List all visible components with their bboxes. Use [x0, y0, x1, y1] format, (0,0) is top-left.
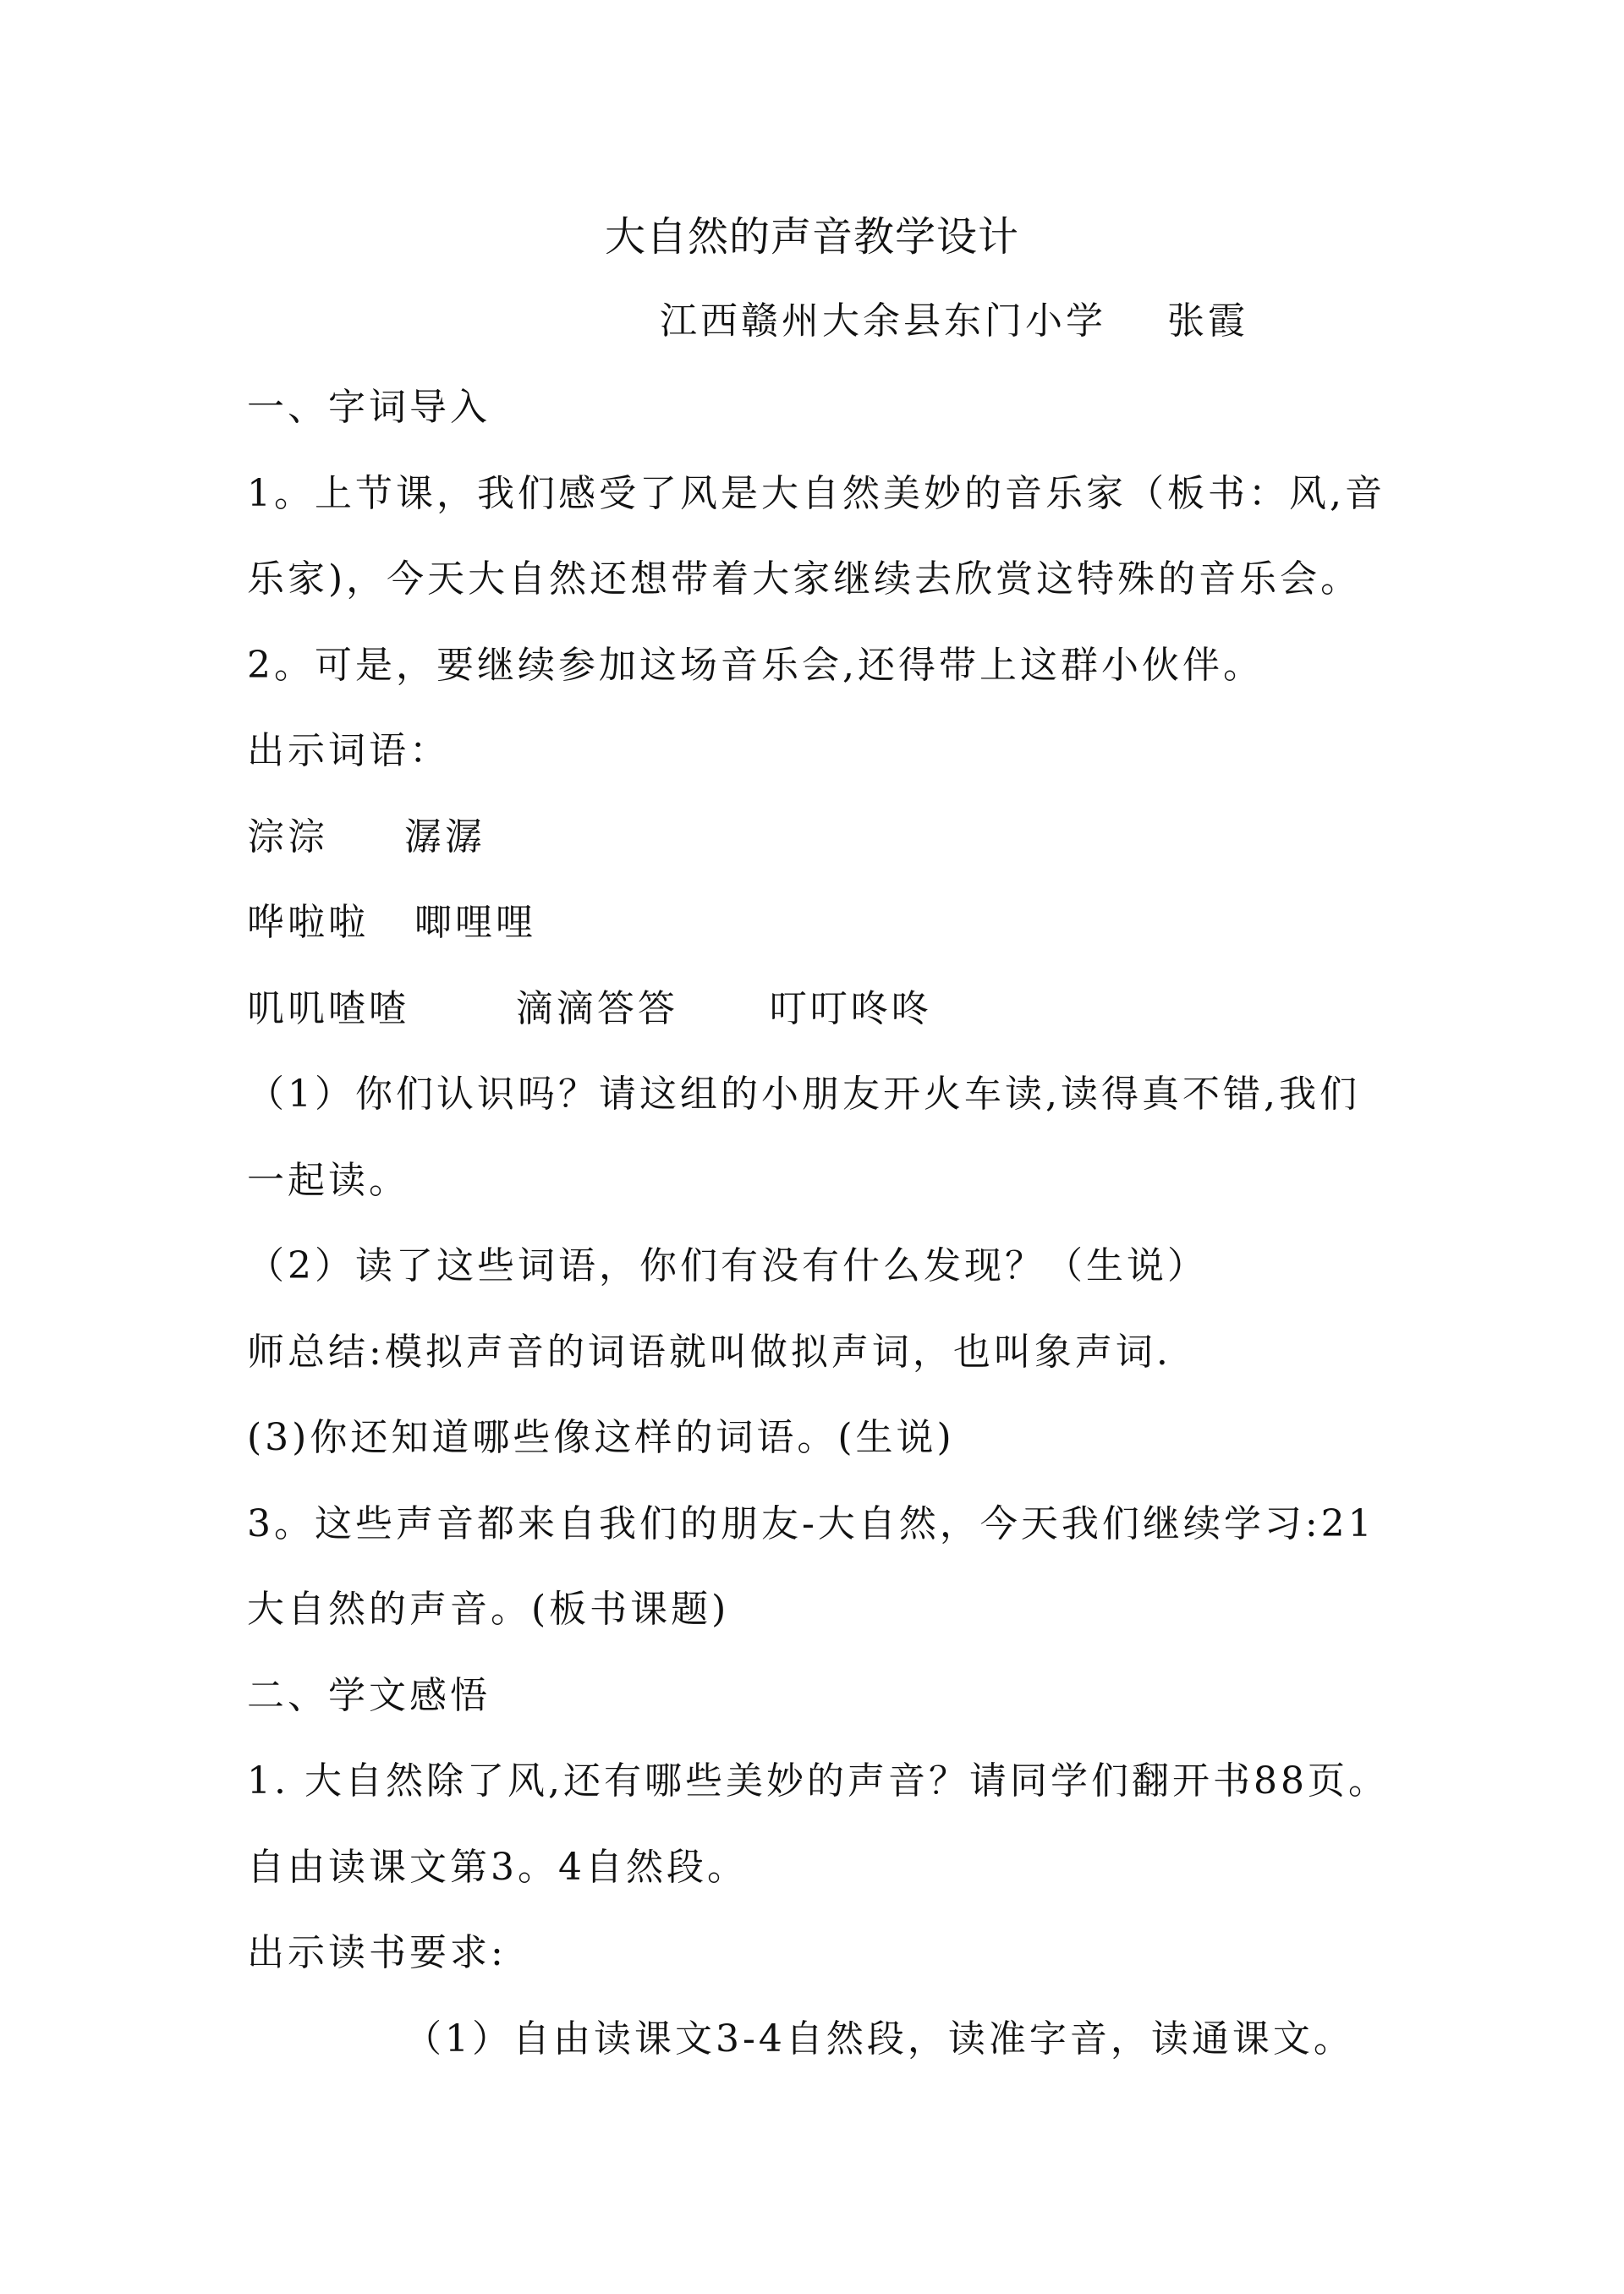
- word-list-row: 哗啦啦 唧哩哩: [247, 901, 536, 944]
- word-list-row: 淙淙 潺潺: [247, 815, 486, 859]
- author-byline: 江西赣州大余县东门小学 张霞: [660, 299, 1248, 343]
- text-line: （2）读了这些词语，你们有没有什么发现？（生说）: [247, 1244, 1208, 1287]
- text-line: 出示读书要求:: [247, 1931, 507, 1974]
- text-line: 自由读课文第3。4自然段。: [247, 1846, 748, 1889]
- text-line: （1）你们认识吗？请这组的小朋友开火车读,读得真不错,我们: [247, 1073, 1360, 1116]
- text-line: 一起读。: [247, 1159, 409, 1202]
- text-line: 大自然的声音。(板书课题): [247, 1588, 730, 1631]
- text-line: 2。可是，要继续参加这场音乐会,还得带上这群小伙伴。: [247, 644, 1264, 687]
- text-line: (3)你还知道哪些像这样的词语。(生说): [247, 1416, 955, 1459]
- section-heading-1: 一、字词导入: [247, 386, 491, 429]
- text-line: 1. 大自然除了风,还有哪些美妙的声音？请同学们翻开书88页。: [247, 1759, 1389, 1803]
- document-title: 大自然的声音教学设计: [604, 213, 1019, 261]
- text-line: 1。上节课，我们感受了风是大自然美妙的音乐家（板书：风,音: [247, 472, 1385, 515]
- indented-text-line: （1）自由读课文3-4自然段，读准字音，读通课文。: [404, 2017, 1354, 2061]
- text-line: 出示词语：: [247, 729, 450, 772]
- section-heading-2: 二、学文感悟: [247, 1674, 491, 1717]
- text-line: 3。这些声音都来自我们的朋友-大自然，今天我们继续学习:21: [247, 1502, 1375, 1545]
- text-line: 师总结:模拟声音的词语就叫做拟声词，也叫象声词.: [247, 1331, 1171, 1374]
- text-line: 乐家)，今天大自然还想带着大家继续去欣赏这特殊的音乐会。: [247, 557, 1362, 601]
- word-list-row: 叽叽喳喳 滴滴答答 叮叮咚咚: [247, 987, 932, 1030]
